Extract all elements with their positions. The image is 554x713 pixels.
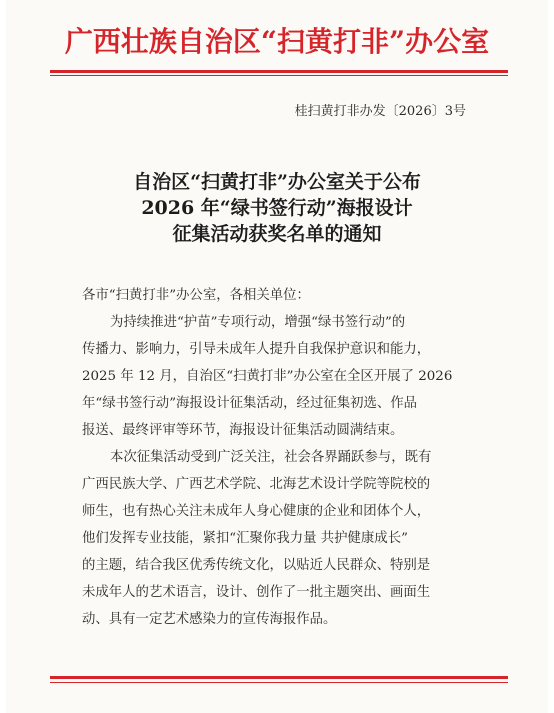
paragraph-line: 的主题，结合我区优秀传统文化，以贴近人民群众、特别是 bbox=[82, 558, 431, 573]
paragraph-line: 动、具有一定艺术感染力的宣传海报作品。 bbox=[82, 612, 337, 627]
notice-title-line: 2026 年“绿书签行动”海报设计 bbox=[141, 197, 413, 219]
header-red-rule bbox=[50, 70, 508, 73]
footer-red-rule bbox=[50, 676, 508, 679]
paragraph-line: 广西民族大学、广西艺术学院、北海艺术设计学院等院校的 bbox=[82, 477, 431, 492]
paragraph-line: 为持续推进“护苗”专项行动，增强“绿书签行动”的 bbox=[110, 315, 406, 330]
paragraph-line: 师生，也有热心关注未成年人身心健康的企业和团体个人， bbox=[82, 504, 431, 519]
paragraph-line: 报送、最终评审等环节，海报设计征集活动圆满结束。 bbox=[82, 423, 404, 438]
paragraph-line: 未成年人的艺术语言，设计、创作了一批主题突出、画面生 bbox=[82, 585, 431, 600]
notice-title-line: 征集活动获奖名单的通知 bbox=[172, 223, 382, 245]
salutation: 各市“扫黄打非”办公室，各相关单位： bbox=[82, 288, 310, 303]
document-number: 桂扫黄打非办发〔2026〕3号 bbox=[294, 104, 466, 119]
paragraph-line: 年“绿书签行动”海报设计征集活动，经过征集初选、作品 bbox=[82, 396, 418, 411]
paragraph-line: 传播力、影响力，引导未成年人提升自我保护意识和能力， bbox=[82, 342, 431, 357]
notice-title-line: 自治区“扫黄打非”办公室关于公布 bbox=[133, 171, 421, 193]
header-red-rule-thin bbox=[50, 75, 508, 76]
paragraph-line: 2025 年 12 月，自治区“扫黄打非”办公室在全区开展了 2026 bbox=[82, 369, 453, 384]
footer-red-rule-thin bbox=[50, 682, 508, 683]
paragraph-line: 本次征集活动受到广泛关注，社会各界踊跃参与，既有 bbox=[110, 450, 432, 465]
issuing-office-title: 广西壮族自治区“扫黄打非”办公室 bbox=[64, 25, 490, 58]
paragraph-line: 他们发挥专业技能，紧扣“汇聚你我力量 共护健康成长” bbox=[82, 531, 408, 546]
